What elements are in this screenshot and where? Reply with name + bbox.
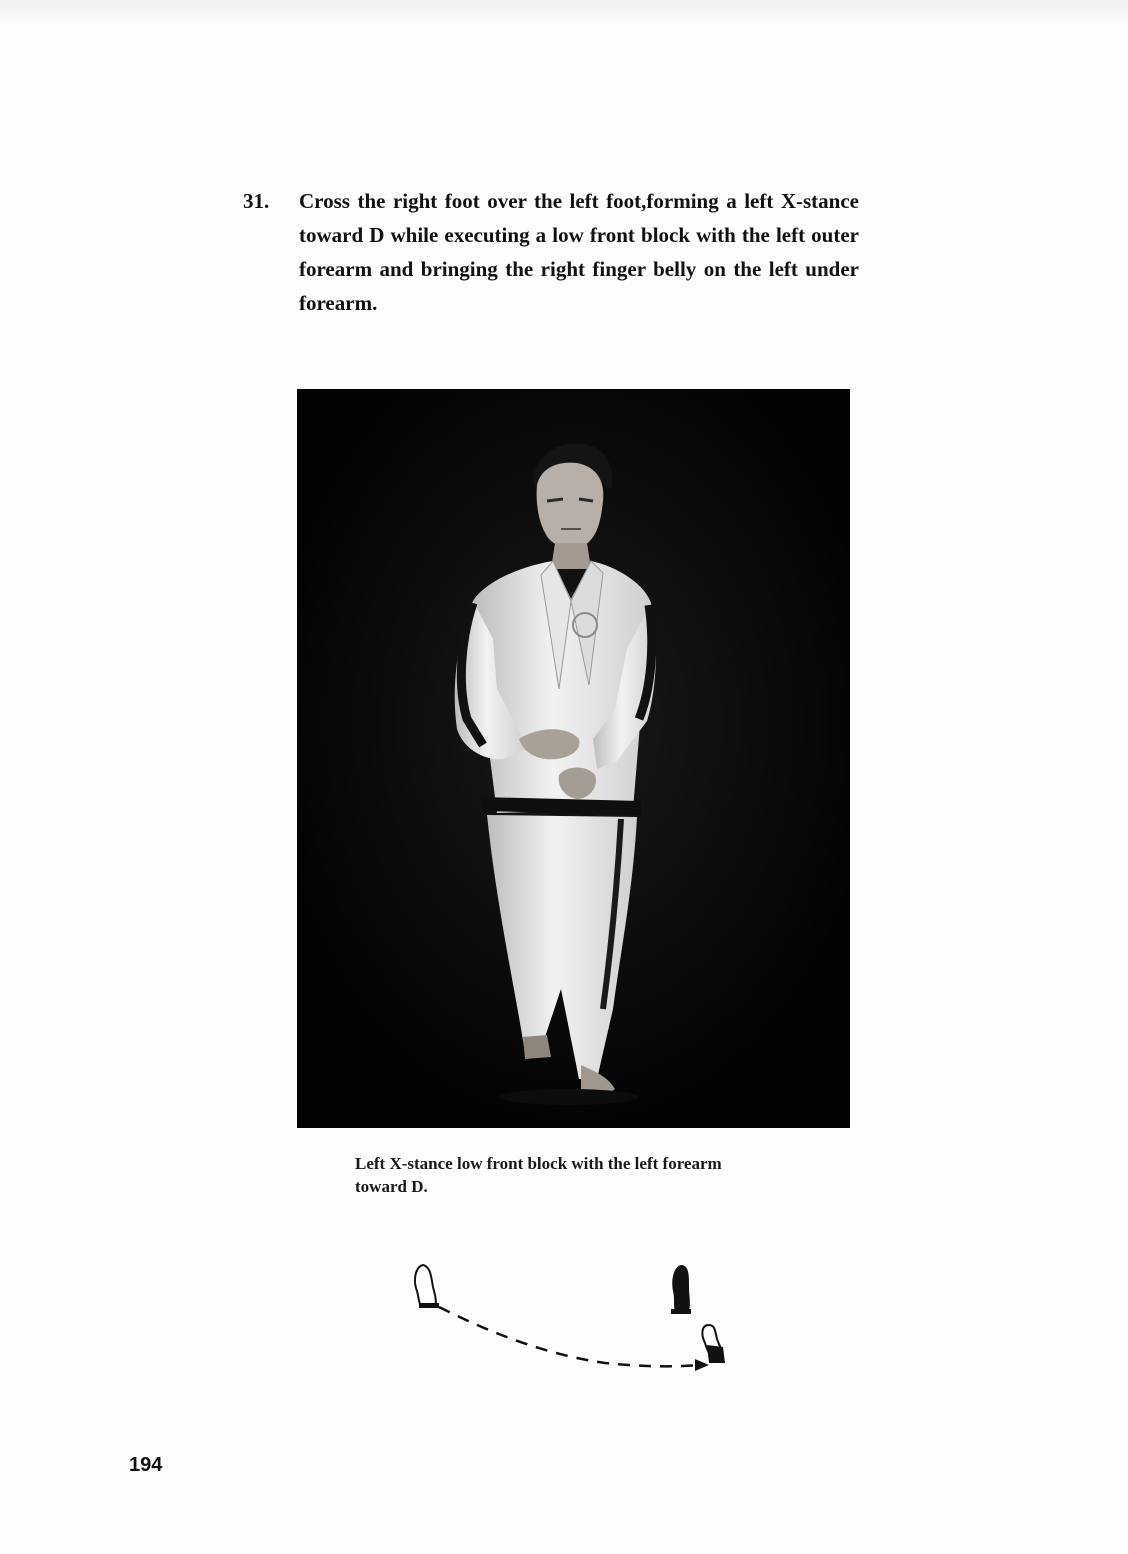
stance-photo — [297, 389, 850, 1128]
footwork-diagram — [405, 1255, 745, 1385]
scan-edge — [0, 0, 1128, 22]
right-foot-filled-icon — [671, 1265, 691, 1314]
step-text: Cross the right foot over the left foot,forming a left X-stance toward D while executing a low front block with the left outer forearm and bringing the right finger belly on the left under forearm. — [299, 189, 859, 315]
left-foot-outline-icon — [415, 1265, 439, 1308]
photo-caption: Left X-stance low front block with the left forearm toward D. — [355, 1154, 722, 1196]
step-number: 31. — [243, 189, 270, 213]
page-number: 194 — [129, 1454, 163, 1476]
martial-artist-figure — [297, 389, 850, 1128]
dashed-arrow-icon — [695, 1359, 709, 1371]
left-foot-filled-icon — [702, 1325, 725, 1363]
dashed-path — [439, 1307, 701, 1366]
